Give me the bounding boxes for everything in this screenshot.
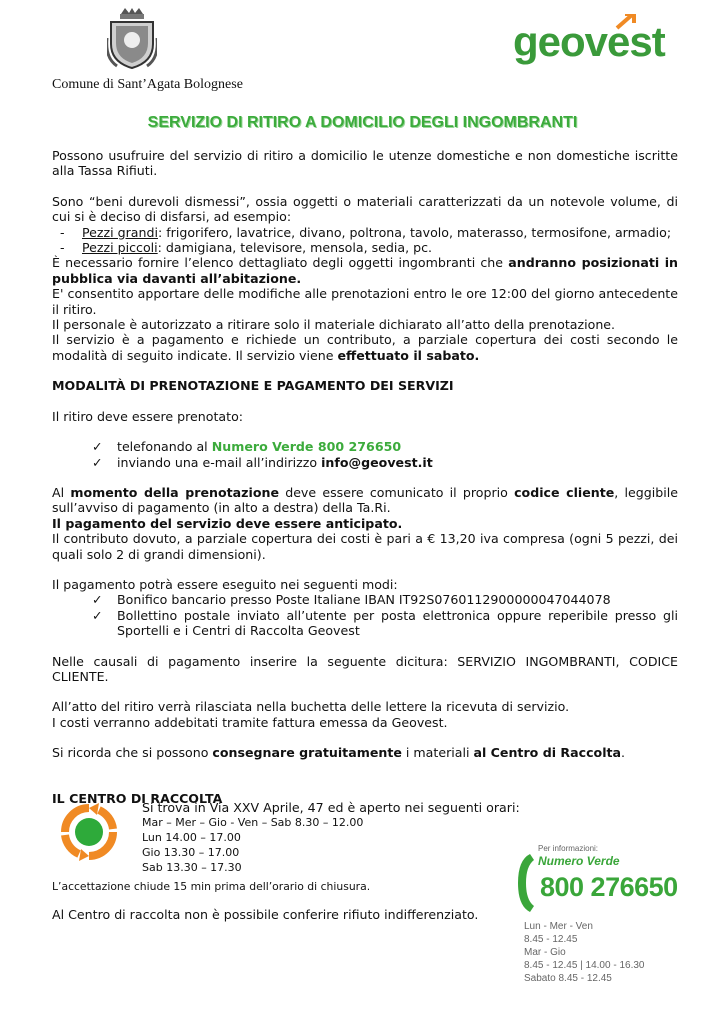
advance-payment: Il pagamento del servizio deve essere anticipato. (52, 515, 403, 531)
list-item: - Pezzi grandi: frigorifero, lavatrice, divano, poltrona, tavolo, materasso, termosifone, armadio; (60, 224, 672, 240)
acceptance-note: L’accettazione chiude 15 min prima dell’orario di chiusura. (52, 880, 371, 893)
info-label: Per informazioni: (538, 844, 599, 853)
list-item: ✓ Bonifico bancario presso Poste Italiane IBAN IT92S0760112900000047044078 (92, 592, 611, 608)
main-content (52, 148, 678, 806)
phone-number-link[interactable]: Numero Verde 800 276650 (211, 439, 402, 455)
geovest-logo-text: geovest (513, 18, 665, 65)
fee-intro-paragraph: Il servizio è a pagamento e richiede un contributo, a parziale copertura dei costi secondo le modalità di seguito indicate. Il servizio viene effettuato il sabato. (52, 332, 678, 363)
billing-paragraph: I costi verranno addebitati tramite fattura emessa da Geovest. (52, 714, 448, 730)
geovest-logo (513, 14, 675, 74)
intro-paragraph: Possono usufruire del servizio di ritiro a domicilio le utenze domestiche e non domestiche iscritte alla Tassa Rifiuti. (52, 148, 678, 179)
info-box (512, 838, 682, 1018)
receipt-paragraph: All’atto del ritiro verrà rilasciata nella buchetta delle lettere la ricevuta di servizio. (52, 699, 570, 715)
small-items-label: Pezzi piccoli (82, 240, 158, 256)
list-item: ✓ Bollettino postale inviato all’utente per posta elettronica oppure reperibile presso gli Sportelli e i Centri di Raccolta Geovest (92, 607, 678, 639)
center-info (142, 800, 542, 875)
big-items-label: Pezzi grandi (82, 224, 158, 240)
page-title: SERVIZIO DI RITIRO A DOMICILIO DEGLI INGOMBRANTI (147, 114, 578, 131)
undifferentiated-note: Al Centro di raccolta non è possibile conferire rifiuto indifferenziato. (52, 907, 479, 922)
small-items-text: : damigiana, televisore, mensola, sedia, pc. (157, 240, 433, 256)
municipal-crest-icon (107, 8, 157, 70)
details-paragraph: È necessario fornire l’elenco dettagliato degli oggetti ingombranti che andranno posizionati in pubblica via davanti all’abitazione. (52, 255, 679, 286)
causale-paragraph: Nelle causali di pagamento inserire la seguente dicitura: SERVIZIO INGOMBRANTI, CODICE CLIENTE. (52, 653, 678, 684)
booking-required: Il ritiro deve essere prenotato: (52, 408, 244, 424)
email-link[interactable]: info@geovest.it (321, 454, 433, 470)
toll-free-number[interactable]: 800 276650 (540, 872, 678, 902)
phone-hours: Lun - Mer - Ven 8.45 - 12.45 Mar - Gio 8.45 - 12.45 | 14.00 - 16.30 Sabato 8.45 - 12.45 (524, 921, 645, 984)
checkmark-icon: ✓ (92, 454, 103, 470)
fee-paragraph: Il contributo dovuto, a parziale copertura dei costi è pari a € 13,20 iva compresa (ogni 5 pezzi, dei quali solo 2 di grandi dimensioni). (52, 531, 678, 562)
checkmark-icon: ✓ (92, 439, 103, 455)
staff-paragraph: Il personale è autorizzato a ritirare solo il materiale dichiarato all’atto della prenotazione. (52, 317, 616, 333)
reminder-paragraph: Si ricorda che si possono consegnare gratuitamente i materiali al Centro di Raccolta. (52, 745, 626, 761)
center-heading: IL CENTRO DI RACCOLTA (52, 790, 223, 806)
checkmark-icon: ✓ (92, 607, 103, 623)
center-hours-2: Lun 14.00 – 17.00 (142, 831, 241, 844)
list-item: - Pezzi piccoli: damigiana, televisore, mensola, sedia, pc. (60, 240, 433, 256)
center-hours-4: Sab 13.30 – 17.30 (142, 861, 242, 874)
municipality-name: Comune di Sant’Agata Bolognese (52, 77, 243, 92)
list-item: ✓ telefonando al Numero Verde 800 276650 (92, 439, 402, 455)
payment-ways: Il pagamento potrà essere eseguito nei seguenti modi: (52, 576, 398, 592)
client-code-paragraph: Al momento della prenotazione deve essere comunicato il proprio codice cliente, leggibile sull’avviso di pagamento (in alto a destra) della Ta.Ri. (52, 484, 678, 516)
booking-heading: MODALITÀ DI PRENOTAZIONE E PAGAMENTO DEI SERVIZI (52, 378, 454, 394)
center-location: Si trova in Via XXV Aprile, 47 ed è aperto nei seguenti orari: (142, 800, 520, 815)
checkmark-icon: ✓ (92, 592, 103, 608)
changes-paragraph: E' consentito apportare delle modifiche alle prenotazioni entro le ore 12:00 del giorno antecedente il ritiro. (52, 286, 678, 317)
recycle-icon (55, 801, 123, 863)
definition-paragraph: Sono “beni durevoli dismessi”, ossia oggetti o materiali caratterizzati da un notevole volume, di cui si è deciso di disfarsi, ad esempio: (52, 193, 678, 225)
big-items-text: : frigorifero, lavatrice, divano, poltrona, tavolo, materasso, termosifone, armadio; (157, 224, 672, 240)
center-hours-1: Mar – Mer – Gio - Ven – Sab 8.30 – 12.00 (142, 816, 364, 829)
list-item: ✓ inviando una e-mail all’indirizzo info@geovest.it (92, 454, 433, 470)
toll-free-label: Numero Verde (538, 854, 620, 868)
center-hours-3: Gio 13.30 – 17.00 (142, 846, 240, 859)
